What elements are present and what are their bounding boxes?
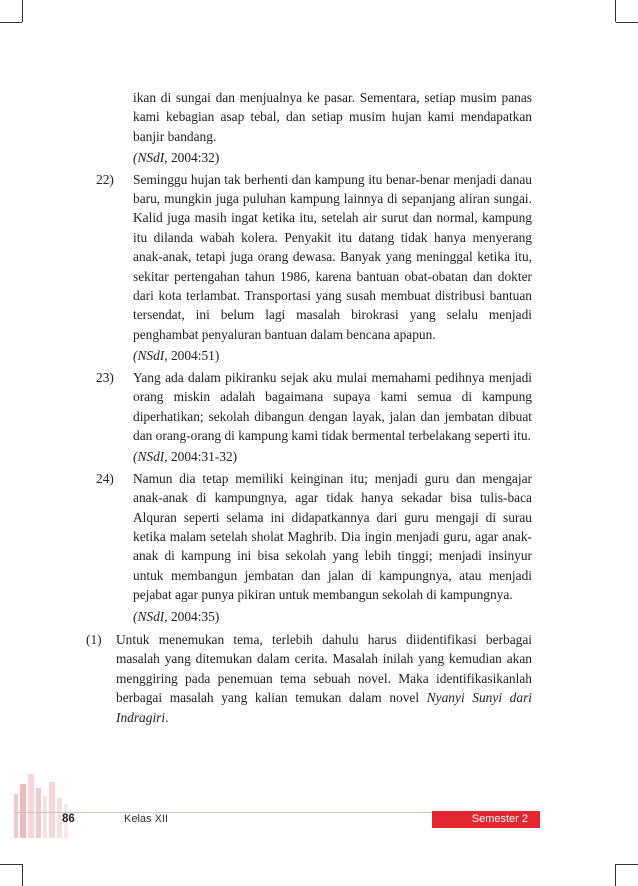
quote-24-citation: (NSdI, 2004:35) (133, 608, 220, 624)
quote-text: Seminggu hujan tak berhenti dan kampung itu benar-benar menjadi danau baru, mungkin juga puluhan kampung lainnya di sepanjang aliran sungai. Kalid juga masih ingat ketika itu, setelah air surut dan normal, kampung itu dilanda wabah kolera. Penyakit itu datang tidak hanya menyerang anak-anak, tetapi juga orang dewasa. Banyak yang meninggal ketika itu, sekitar pertengahan tahun 1986, karena bantuan obat-obatan dan dokter dari kota terlambat. Transportasi yang susah membuat distribusi bantuan tersendat, ini belum lagi masalah birokrasi yang selalu menjadi penghambat penyaluran bantuan dalam bencana apapun. (133, 171, 532, 342)
quote-22-citation: (NSdI, 2004:51) (133, 348, 220, 364)
crop-mark-top-right-v (615, 0, 616, 22)
crop-mark-bottom-right-v (615, 864, 616, 886)
intro-paragraph: ikan di sungai dan menjualnya ke pasar. Sementara, setiap musim panas kami kebagian asap tebal, dan setiap musim hujan kami mendapatkan banjir bandang. (133, 90, 532, 144)
instruction-item (86, 630, 532, 727)
crop-mark-top-left-h (0, 22, 22, 23)
crop-mark-bottom-right-h (616, 864, 638, 865)
quote-text: Yang ada dalam pikiranku sejak aku mulai memahami pedihnya menjadi orang miskin adalah bagaimana supaya kami semua di kampung diperhatikan; sekolah dibangun dengan layak, jalan dan jembatan dibuat dan orang-orang di kampung kami tidak bermental terbelakang seperti itu. (133, 369, 532, 443)
quote-number: 22) (96, 171, 114, 187)
class-label: Kelas XII (124, 813, 169, 825)
instruction-number: (1) (86, 631, 102, 647)
quote-text: Namun dia tetap memiliki keinginan itu; menjadi guru dan mengajar anak-anak di kampungnya, agar tidak hanya sekadar bisa tulis-baca Alquran seperti selama ini didapatkannya dari guru mengaji di surau ketika malam setelah sholat Maghrib. Dia ingin menjadi guru, agar anak-anak di kampung ini bisa sekolah yang lebih tinggi; menjadi insinyur untuk membangun jembatan dan jalan di kampungnya, atau menjadi pejabat agar punya pikiran untuk membangun sekolah di kampungnya. (133, 470, 532, 603)
citation-source: (NSdI (133, 150, 165, 166)
page-number: 86 (62, 813, 75, 825)
page-body (88, 88, 532, 727)
crop-mark-top-right-h (616, 22, 638, 23)
decorative-stripes (14, 774, 102, 838)
crop-mark-bottom-left-h (0, 864, 22, 865)
semester-badge: Semester 2 (432, 811, 540, 828)
quote-23 (88, 368, 532, 446)
quote-23-citation: (NSdI, 2004:31-32) (133, 449, 238, 465)
novel-title: Nyanyi Sunyi dari Indragiri (116, 690, 533, 725)
instruction-text: Untuk menemukan tema, terlebih dahulu harus diidentifikasi berbagai masalah yang ditemukan dalam cerita. Masalah inilah yang kemudian akan menggiring pada penemuan tema sebuah novel. Maka identifikasikanlah berbagai masalah yang kalian temukan dalam novel Nyanyi Sunyi dari Indragiri. (116, 631, 533, 725)
crop-mark-top-left-v (22, 0, 23, 22)
quote-24 (88, 469, 532, 605)
quote-number: 23) (96, 369, 114, 385)
quote-number: 24) (96, 470, 114, 486)
crop-mark-bottom-left-v (22, 864, 23, 886)
quote-22 (88, 170, 532, 345)
intro-citation: (NSdI, 2004:32) (133, 150, 220, 166)
